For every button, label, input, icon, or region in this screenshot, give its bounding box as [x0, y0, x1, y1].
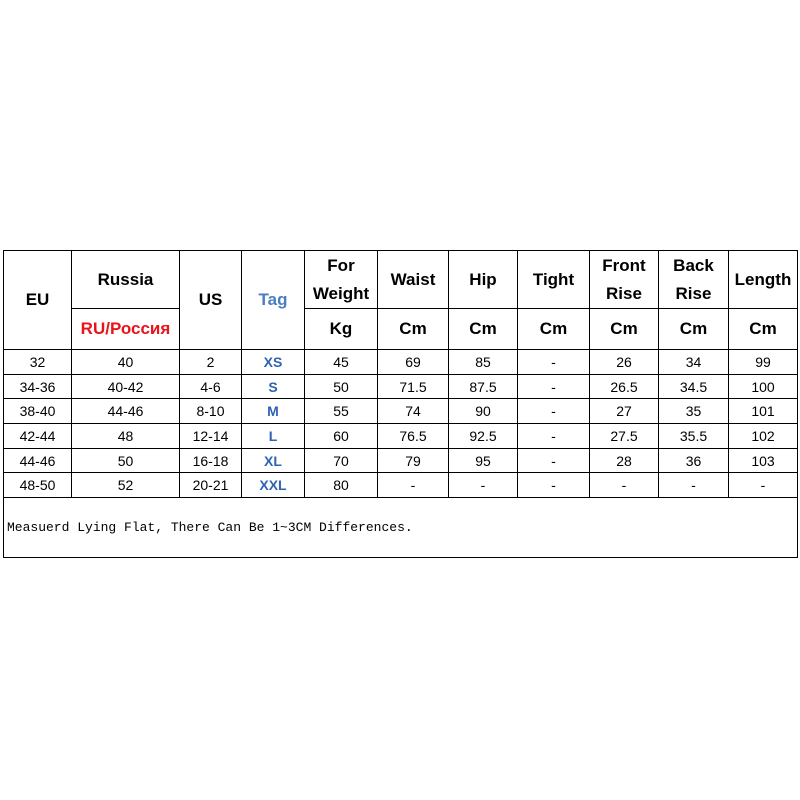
cell-us: 16-18	[180, 448, 242, 473]
header-tag: Tag	[242, 251, 305, 350]
cell-russia: 40	[72, 350, 180, 375]
cell-eu: 32	[4, 350, 72, 375]
cell-waist: 69	[378, 350, 449, 375]
cell-front-rise: 26	[590, 350, 659, 375]
cell-waist: -	[378, 473, 449, 498]
table-row	[4, 399, 798, 424]
cell-russia: 48	[72, 424, 180, 449]
unit-waist: Cm	[378, 309, 449, 350]
cell-back-rise: 34	[659, 350, 729, 375]
cell-weight: 60	[305, 424, 378, 449]
header-weight	[305, 251, 378, 309]
cell-front-rise: -	[590, 473, 659, 498]
cell-us: 12-14	[180, 424, 242, 449]
cell-front-rise: 27.5	[590, 424, 659, 449]
cell-hip: 92.5	[449, 424, 518, 449]
header-waist: Waist	[378, 251, 449, 309]
cell-length: -	[729, 473, 798, 498]
cell-eu: 42-44	[4, 424, 72, 449]
cell-eu: 48-50	[4, 473, 72, 498]
measurement-note: Measuerd Lying Flat, There Can Be 1~3CM Differences.	[4, 498, 798, 558]
cell-back-rise: 35	[659, 399, 729, 424]
header-eu: EU	[4, 251, 72, 350]
table-row	[4, 448, 798, 473]
unit-length: Cm	[729, 309, 798, 350]
cell-tight: -	[518, 448, 590, 473]
cell-weight: 50	[305, 374, 378, 399]
header-front-rise	[590, 251, 659, 309]
header-tight: Tight	[518, 251, 590, 309]
cell-tight: -	[518, 424, 590, 449]
header-back-line2: Rise	[675, 283, 712, 303]
cell-tight: -	[518, 399, 590, 424]
size-chart-table	[3, 250, 798, 558]
cell-length: 99	[729, 350, 798, 375]
unit-hip: Cm	[449, 309, 518, 350]
header-front-line2: Rise	[606, 283, 642, 303]
cell-waist: 79	[378, 448, 449, 473]
cell-waist: 74	[378, 399, 449, 424]
cell-tight: -	[518, 350, 590, 375]
unit-front-rise: Cm	[590, 309, 659, 350]
cell-russia: 50	[72, 448, 180, 473]
cell-tag: M	[242, 399, 305, 424]
cell-us: 4-6	[180, 374, 242, 399]
cell-tight: -	[518, 374, 590, 399]
cell-hip: 85	[449, 350, 518, 375]
note-row	[4, 498, 798, 558]
cell-hip: 90	[449, 399, 518, 424]
cell-front-rise: 26.5	[590, 374, 659, 399]
cell-back-rise: 34.5	[659, 374, 729, 399]
cell-russia: 40-42	[72, 374, 180, 399]
table-row	[4, 473, 798, 498]
header-front-line1: Front	[602, 255, 646, 275]
cell-eu: 38-40	[4, 399, 72, 424]
cell-us: 8-10	[180, 399, 242, 424]
cell-waist: 76.5	[378, 424, 449, 449]
cell-hip: 95	[449, 448, 518, 473]
cell-weight: 80	[305, 473, 378, 498]
cell-hip: 87.5	[449, 374, 518, 399]
unit-tight: Cm	[518, 309, 590, 350]
unit-weight: Kg	[305, 309, 378, 350]
header-back-line1: Back	[673, 255, 714, 275]
cell-front-rise: 27	[590, 399, 659, 424]
table-row	[4, 374, 798, 399]
header-back-rise	[659, 251, 729, 309]
header-russia: Russia	[72, 251, 180, 309]
cell-length: 101	[729, 399, 798, 424]
cell-hip: -	[449, 473, 518, 498]
header-row	[4, 251, 798, 309]
header-weight-line2: Weight	[312, 283, 370, 303]
cell-russia: 44-46	[72, 399, 180, 424]
cell-tag: S	[242, 374, 305, 399]
cell-front-rise: 28	[590, 448, 659, 473]
cell-us: 20-21	[180, 473, 242, 498]
unit-row	[4, 309, 798, 350]
cell-russia: 52	[72, 473, 180, 498]
cell-length: 100	[729, 374, 798, 399]
cell-tag: XXL	[242, 473, 305, 498]
cell-waist: 71.5	[378, 374, 449, 399]
cell-us: 2	[180, 350, 242, 375]
header-weight-line1: For	[327, 255, 355, 275]
header-ru-label: RU/Россия	[72, 309, 180, 350]
cell-eu: 44-46	[4, 448, 72, 473]
cell-tight: -	[518, 473, 590, 498]
cell-back-rise: 36	[659, 448, 729, 473]
cell-weight: 55	[305, 399, 378, 424]
cell-tag: XL	[242, 448, 305, 473]
header-length: Length	[729, 251, 798, 309]
unit-back-rise: Cm	[659, 309, 729, 350]
table-row	[4, 424, 798, 449]
cell-back-rise: 35.5	[659, 424, 729, 449]
cell-tag: L	[242, 424, 305, 449]
cell-eu: 34-36	[4, 374, 72, 399]
header-us: US	[180, 251, 242, 350]
table-row	[4, 350, 798, 375]
cell-weight: 45	[305, 350, 378, 375]
cell-back-rise: -	[659, 473, 729, 498]
cell-length: 102	[729, 424, 798, 449]
header-hip: Hip	[449, 251, 518, 309]
cell-length: 103	[729, 448, 798, 473]
cell-weight: 70	[305, 448, 378, 473]
cell-tag: XS	[242, 350, 305, 375]
